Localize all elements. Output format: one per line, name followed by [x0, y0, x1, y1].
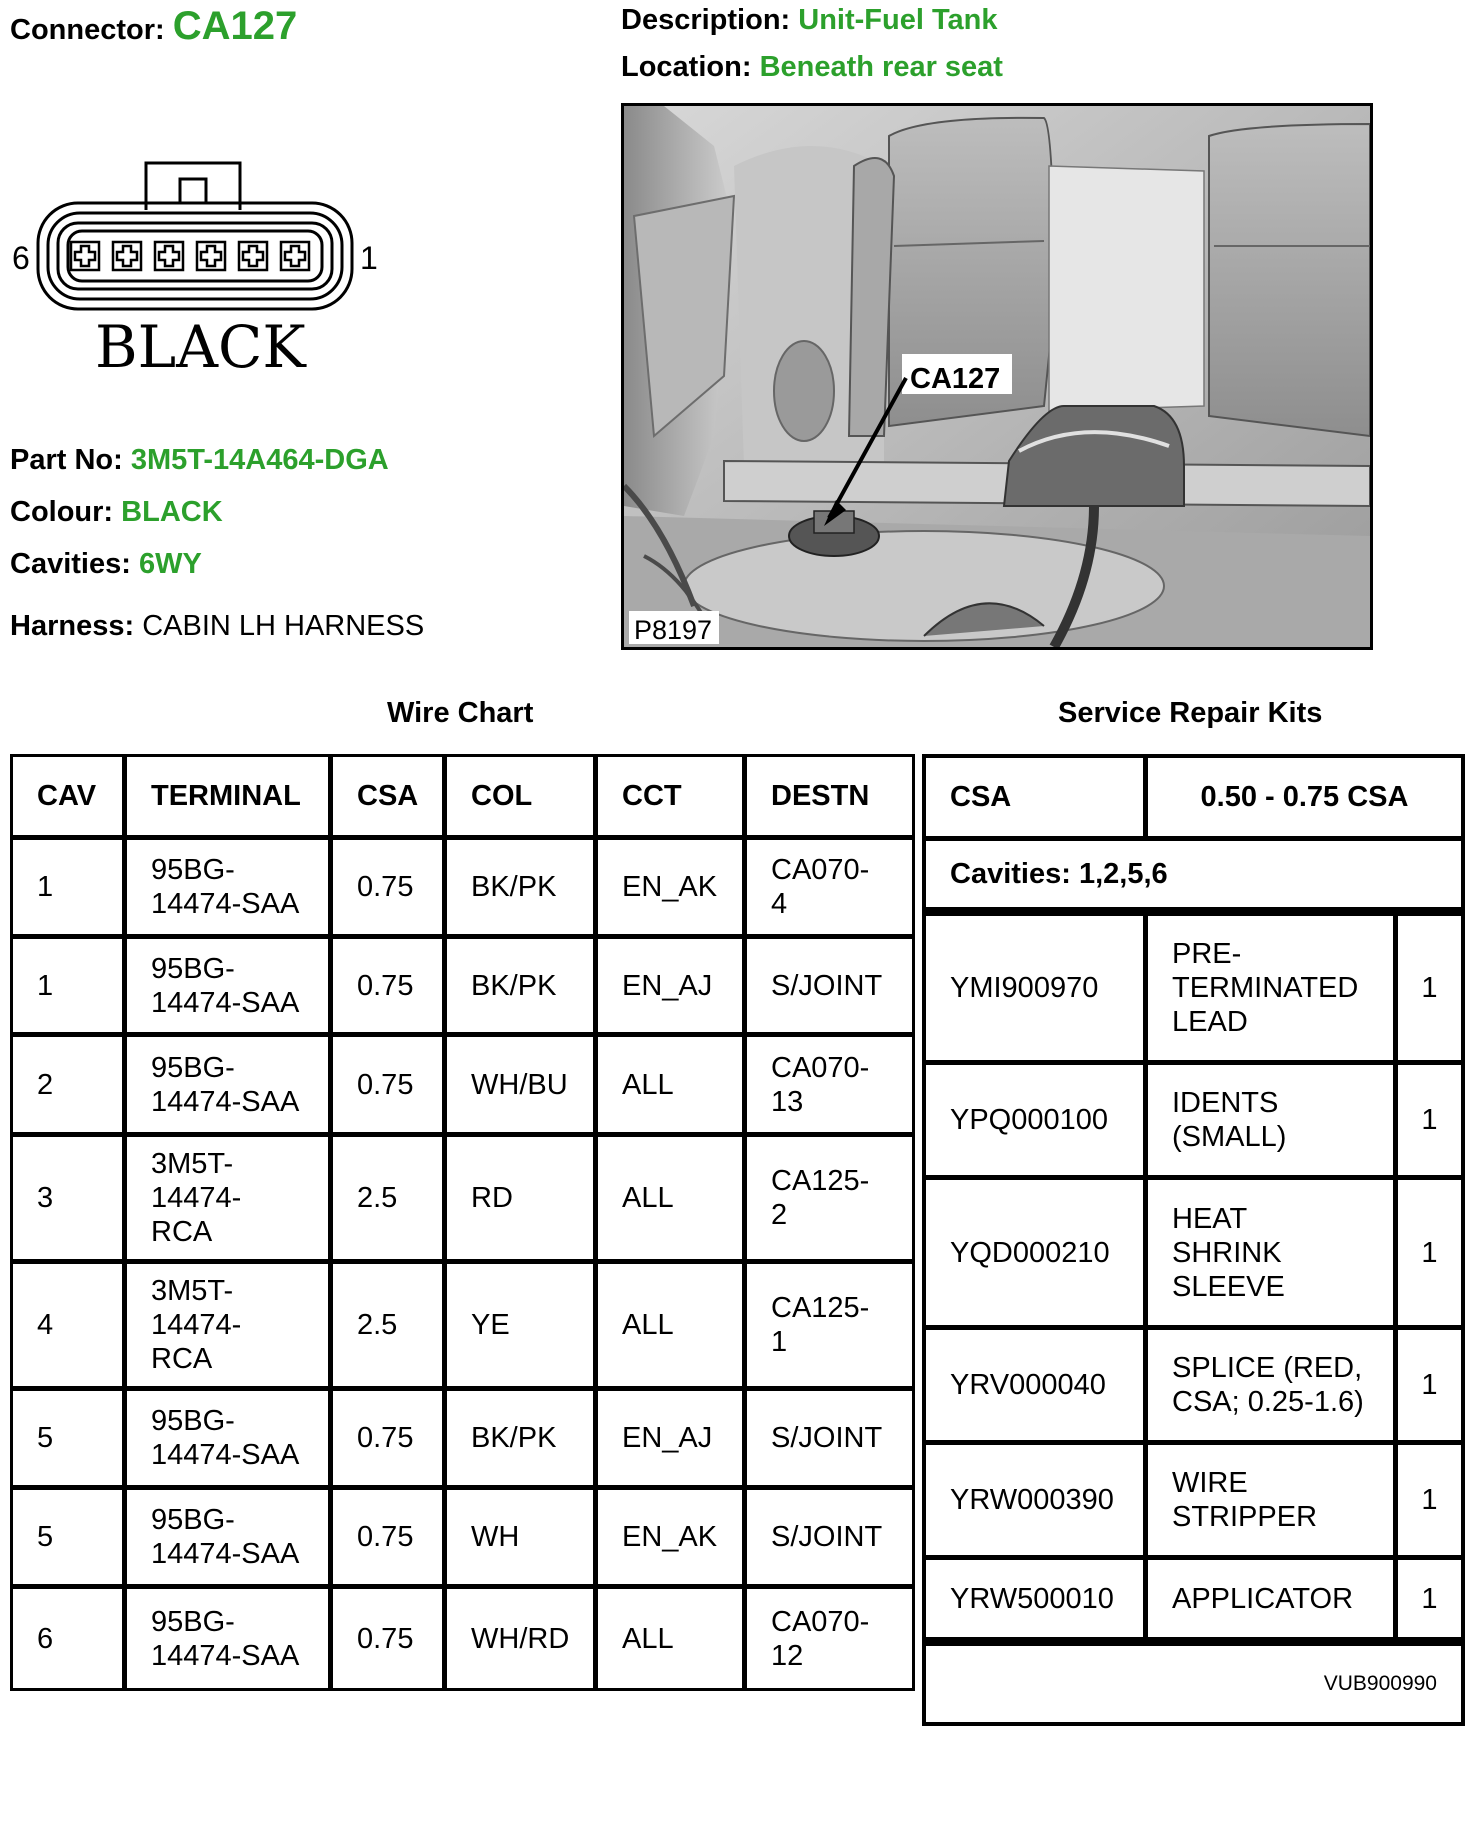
kit-row [926, 1180, 1461, 1330]
wire-cell-csa: 2.5 [333, 1264, 447, 1391]
wire-row [13, 1137, 912, 1264]
kit-row [926, 1330, 1461, 1445]
wire-cell-csa: 2.5 [333, 1137, 447, 1264]
photo-callout-label: CA127 [910, 363, 1001, 395]
wire-row [13, 1037, 912, 1137]
wire-cell-cct: EN_AK [598, 840, 747, 939]
kit-cell-part-number: YMI900970 [926, 916, 1148, 1065]
kit-cell-description: IDENTS (SMALL) [1148, 1065, 1398, 1180]
wire-row [13, 1391, 912, 1490]
header-terminal: TERMINAL [127, 757, 333, 840]
harness-label: Harness: [10, 610, 135, 642]
kit-row [926, 1560, 1461, 1646]
wire-row [13, 1589, 912, 1688]
kit-cell-part-number: YQD000210 [926, 1180, 1148, 1330]
description-label: Description: [621, 4, 791, 36]
pin-cavity-5 [113, 242, 141, 270]
wire-cell-cct: EN_AK [598, 1490, 747, 1589]
wire-cell-destn: S/JOINT [747, 1490, 912, 1589]
pin-cavity-3 [197, 242, 225, 270]
pin-cavity-4 [155, 242, 183, 270]
wire-cell-cav: 1 [13, 939, 127, 1037]
repair-kits-title: Service Repair Kits [1058, 697, 1323, 729]
wire-cell-terminal: 95BG- 14474-SAA [127, 1037, 333, 1137]
wire-row [13, 1264, 912, 1391]
wire-cell-csa: 0.75 [333, 1391, 447, 1490]
housing-colour-label: BLACK [95, 313, 306, 381]
wire-cell-destn: CA070- 13 [747, 1037, 912, 1137]
colour-line [10, 496, 223, 529]
wire-cell-col: WH [447, 1490, 598, 1589]
wire-cell-csa: 0.75 [333, 939, 447, 1037]
wire-cell-destn: S/JOINT [747, 1391, 912, 1490]
connector-face-diagram [8, 155, 408, 385]
wire-cell-col: BK/PK [447, 1391, 598, 1490]
pin-6-label: 6 [12, 240, 30, 276]
wire-cell-terminal: 95BG- 14474-SAA [127, 1589, 333, 1688]
kit-cell-quantity: 1 [1398, 1445, 1461, 1560]
kit-row [926, 916, 1461, 1065]
wire-row [13, 939, 912, 1037]
wire-cell-col: RD [447, 1137, 598, 1264]
wire-row [13, 840, 912, 939]
pin-cavities [71, 242, 309, 270]
wire-cell-terminal: 3M5T- 14474- RCA [127, 1137, 333, 1264]
header-csa: CSA [333, 757, 447, 840]
kit-cell-quantity: 1 [1398, 1560, 1461, 1646]
photo-reference: P8197 [634, 615, 713, 645]
connector-heading [10, 4, 297, 49]
wire-cell-destn: CA125- 1 [747, 1264, 912, 1391]
location-value: Beneath rear seat [759, 51, 1003, 83]
kit-row [926, 1065, 1461, 1180]
wire-cell-destn: S/JOINT [747, 939, 912, 1037]
kits-csa-row [926, 758, 1461, 841]
wire-cell-col: BK/PK [447, 939, 598, 1037]
wire-cell-cav: 2 [13, 1037, 127, 1137]
kit-cell-description: WIRE STRIPPER [1148, 1445, 1398, 1560]
wire-cell-destn: CA125- 2 [747, 1137, 912, 1264]
part-number-line [10, 444, 389, 477]
wire-cell-cav: 6 [13, 1589, 127, 1688]
wire-cell-terminal: 95BG- 14474-SAA [127, 840, 333, 939]
wire-cell-terminal: 95BG- 14474-SAA [127, 1490, 333, 1589]
colour-value: BLACK [121, 496, 223, 528]
pin-cavity-2 [239, 242, 267, 270]
wire-cell-col: BK/PK [447, 840, 598, 939]
wire-cell-csa: 0.75 [333, 1589, 447, 1688]
wire-cell-csa: 0.75 [333, 1037, 447, 1137]
header-destn: DESTN [747, 757, 912, 840]
part-number-value: 3M5T-14A464-DGA [130, 444, 389, 476]
kits-footer-code: VUB900990 [1323, 1672, 1437, 1695]
wire-cell-cav: 3 [13, 1137, 127, 1264]
connector-id: CA127 [172, 4, 298, 48]
cavities-line [10, 548, 202, 581]
kit-cell-part-number: YRV000040 [926, 1330, 1148, 1445]
kit-cell-quantity: 1 [1398, 1065, 1461, 1180]
wire-cell-cct: ALL [598, 1589, 747, 1688]
kits-cavities-text: Cavities: 1,2,5,6 [926, 841, 1461, 916]
kit-cell-part-number: YRW000390 [926, 1445, 1148, 1560]
wire-cell-cct: ALL [598, 1137, 747, 1264]
wire-cell-cav: 5 [13, 1490, 127, 1589]
wire-cell-destn: CA070- 4 [747, 840, 912, 939]
wire-cell-cct: ALL [598, 1264, 747, 1391]
fuel-tank-photo-illustration [624, 106, 1370, 647]
kit-cell-description: PRE- TERMINATED LEAD [1148, 916, 1398, 1065]
wire-chart-header-row [13, 757, 912, 840]
wire-chart-table [10, 754, 915, 1691]
header-col: COL [447, 757, 598, 840]
kits-footer-row [926, 1646, 1461, 1722]
wire-chart-title: Wire Chart [387, 697, 534, 729]
kit-cell-quantity: 1 [1398, 916, 1461, 1065]
wire-cell-cct: EN_AJ [598, 1391, 747, 1490]
wire-cell-col: WH/BU [447, 1037, 598, 1137]
harness-line [10, 610, 424, 643]
location-label: Location: [621, 51, 752, 83]
kit-cell-description: HEAT SHRINK SLEEVE [1148, 1180, 1398, 1330]
wire-cell-cav: 5 [13, 1391, 127, 1490]
kits-csa-label: CSA [926, 758, 1148, 841]
kit-cell-quantity: 1 [1398, 1330, 1461, 1445]
pin-cavity-6 [71, 242, 99, 270]
harness-value: CABIN LH HARNESS [142, 610, 425, 642]
kit-cell-part-number: YPQ000100 [926, 1065, 1148, 1180]
part-number-label: Part No: [10, 444, 123, 476]
kit-cell-description: SPLICE (RED, CSA; 0.25-1.6) [1148, 1330, 1398, 1445]
wire-cell-cct: ALL [598, 1037, 747, 1137]
kit-cell-quantity: 1 [1398, 1180, 1461, 1330]
location-photo [621, 103, 1373, 650]
wire-cell-col: YE [447, 1264, 598, 1391]
colour-label: Colour: [10, 496, 114, 528]
wire-cell-terminal: 95BG- 14474-SAA [127, 939, 333, 1037]
header-cct: CCT [598, 757, 747, 840]
kits-csa-value: 0.50 - 0.75 CSA [1148, 758, 1461, 841]
wire-cell-destn: CA070- 12 [771, 1605, 870, 1672]
wire-cell-col: WH/RD [447, 1589, 598, 1688]
connector-label: Connector: [10, 14, 165, 46]
wire-cell-cav: 4 [13, 1264, 127, 1391]
pin-1-label: 1 [360, 240, 378, 276]
wire-cell-terminal: 3M5T- 14474- RCA [127, 1264, 333, 1391]
wire-cell-cav: 1 [13, 840, 127, 939]
header-cav: CAV [13, 757, 127, 840]
wire-cell-csa: 0.75 [333, 840, 447, 939]
wire-cell-cct: EN_AJ [598, 939, 747, 1037]
description-line [621, 4, 997, 37]
kit-cell-part-number: YRW500010 [926, 1560, 1148, 1646]
cavities-value: 6WY [138, 548, 202, 580]
wire-cell-csa: 0.75 [333, 1490, 447, 1589]
wire-cell-terminal: 95BG- 14474-SAA [127, 1391, 333, 1490]
kits-cavities-row [926, 841, 1461, 916]
description-value: Unit-Fuel Tank [798, 4, 998, 36]
cavities-label: Cavities: [10, 548, 131, 580]
location-line [621, 51, 1003, 84]
repair-kits-table [922, 754, 1465, 1726]
kit-row [926, 1445, 1461, 1560]
wire-row [13, 1490, 912, 1589]
kit-cell-description: APPLICATOR [1148, 1560, 1398, 1646]
pin-cavity-1 [281, 242, 309, 270]
